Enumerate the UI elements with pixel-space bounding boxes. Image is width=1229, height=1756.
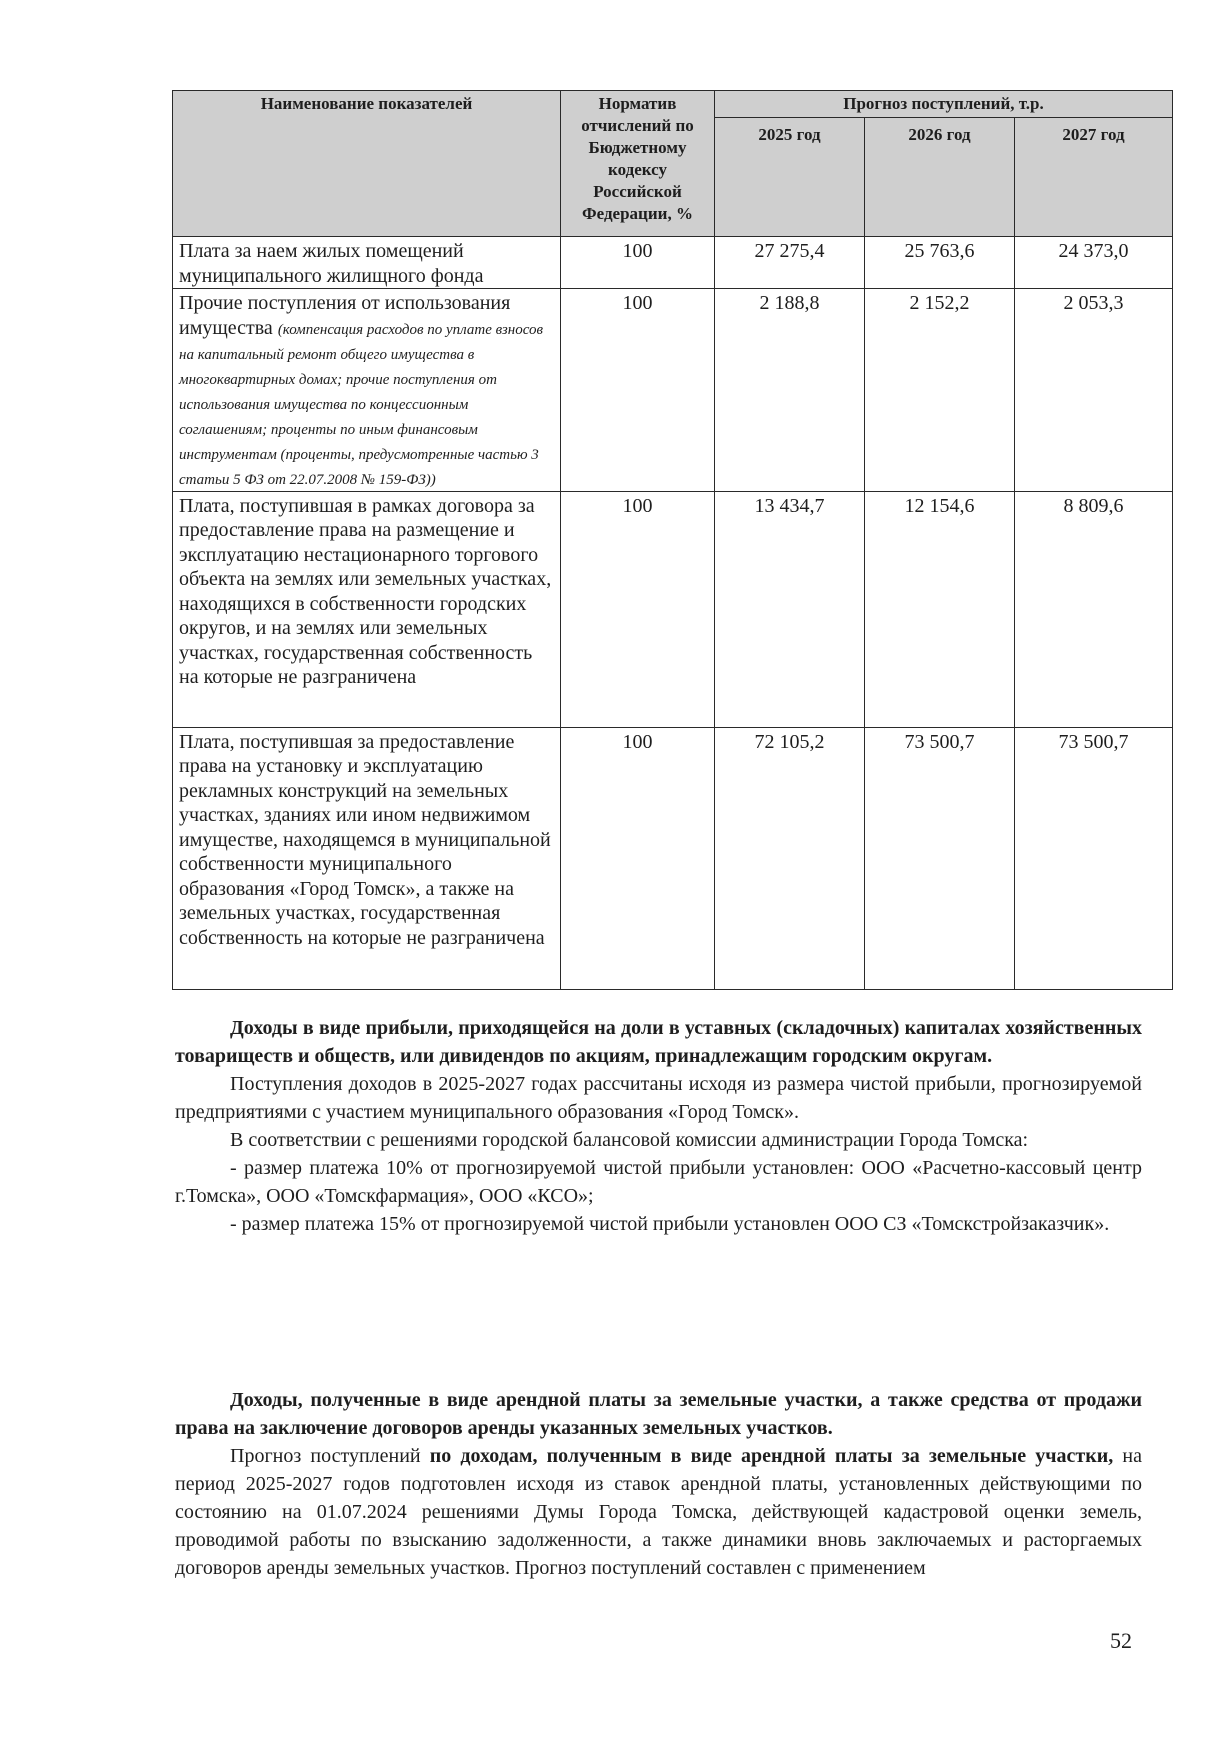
dividends-paragraph-2: В соответствии с решениями городской балансовой комиссии администрации Города Томска: — [230, 1129, 1029, 1151]
row-2026: 12 154,6 — [865, 491, 1015, 727]
land-rent-paragraph-bold: по доходам, полученным в виде арендной платы за земельные участки, — [429, 1445, 1114, 1467]
table-row — [173, 727, 1173, 989]
row-2025: 13 434,7 — [715, 491, 865, 727]
row-2026: 25 763,6 — [865, 237, 1015, 289]
page-number: 52 — [1110, 1628, 1132, 1653]
land-rent-paragraph — [175, 1442, 1142, 1582]
row-2025: 72 105,2 — [715, 727, 865, 989]
table-row — [173, 237, 1173, 289]
dividends-paragraph-4: - размер платежа 15% от прогнозируемой чистой прибыли установлен ООО СЗ «Томскстройзаказчик». — [230, 1213, 1110, 1235]
row-name — [173, 491, 561, 727]
row-name-text: Прочие поступления от использования имущества — [179, 292, 511, 339]
row-name — [173, 727, 561, 989]
dividends-paragraph-1: Поступления доходов в 2025-2027 годах рассчитаны исходя из размера чистой прибыли, прогнозируемой предприятиями с участием муниципального образования «Город Томск». — [175, 1073, 1142, 1123]
header-year-2026: 2026 год — [865, 118, 1015, 237]
row-norm: 100 — [561, 727, 715, 989]
row-note: (компенсация расходов по уплате взносов на капитальный ремонт общего имущества в многоквартирных домах; прочие поступления от использования имущества по концессионным соглашениям; проценты по иным финансовым инструментам (проценты, предусмотренные частью 3 статьи 5 ФЗ от 22.07.2008 № 159-ФЗ)) — [179, 321, 544, 488]
row-2027: 2 053,3 — [1015, 289, 1173, 492]
row-2026: 73 500,7 — [865, 727, 1015, 989]
row-name-text: Плата за наем жилых помещений муниципального жилищного фонда — [179, 240, 484, 287]
header-year-2025: 2025 год — [715, 118, 865, 237]
section-dividends — [175, 1014, 1142, 1238]
land-rent-paragraph-start: Прогноз поступлений — [230, 1445, 421, 1467]
header-norm: Норматив отчислений по Бюджетному кодексу Российской Федерации, % — [561, 91, 715, 237]
revenue-forecast-table — [172, 90, 1173, 990]
row-norm: 100 — [561, 491, 715, 727]
dividends-paragraph-3: - размер платежа 10% от прогнозируемой чистой прибыли установлен: ООО «Расчетно-кассовый центр г.Томска», ООО «Томскфармация», ООО «КСО»; — [175, 1157, 1142, 1207]
row-name — [173, 237, 561, 289]
header-name: Наименование показателей — [173, 91, 561, 237]
row-2026: 2 152,2 — [865, 289, 1015, 492]
row-2025: 2 188,8 — [715, 289, 865, 492]
section-dividends-heading: Доходы в виде прибыли, приходящейся на доли в уставных (складочных) капиталах хозяйственных товариществ и обществ, или дивидендов по акциям, принадлежащим городским округам. — [175, 1017, 1142, 1067]
row-name-text: Плата, поступившая в рамках договора за предоставление права на размещение и эксплуатацию нестационарного торгового объекта на землях или земельных участках, находящихся в собственности городских округов, и на землях или земельных участках, государственная собственность на которые не разграничена — [179, 494, 552, 688]
section-land-rent-heading: Доходы, полученные в виде арендной платы за земельные участки, а также средства от продажи права на заключение договоров аренды указанных земельных участков. — [175, 1389, 1142, 1439]
row-2027: 8 809,6 — [1015, 491, 1173, 727]
row-norm: 100 — [561, 237, 715, 289]
row-2025: 27 275,4 — [715, 237, 865, 289]
row-norm: 100 — [561, 289, 715, 492]
row-2027: 24 373,0 — [1015, 237, 1173, 289]
table-header-row — [173, 91, 1173, 118]
row-name-text: Плата, поступившая за предоставление права на установку и эксплуатацию рекламных конструкций на земельных участках, зданиях или ином недвижимом имуществе, находящемся в муниципальной собственности муниципального образования «Город Томск», а также на земельных участках, государственная собственность на которые не разграничена — [179, 730, 551, 949]
row-name — [173, 289, 561, 492]
table-row — [173, 491, 1173, 727]
land-rent-paragraph-rest: на период 2025-2027 годов подготовлен исходя из ставок арендной платы, установленных действующими по состоянию на 01.07.2024 решениями Думы Города Томска, действующей кадастровой оценки земель, проводимой работы по взысканию задолженности, а также динамики вновь заключаемых и расторгаемых договоров аренды земельных участков. Прогноз поступлений составлен с применением — [175, 1445, 1142, 1579]
table-row — [173, 289, 1173, 492]
header-forecast: Прогноз поступлений, т.р. — [715, 91, 1173, 118]
row-2027: 73 500,7 — [1015, 727, 1173, 989]
header-year-2027: 2027 год — [1015, 118, 1173, 237]
section-land-rent — [175, 1386, 1142, 1582]
